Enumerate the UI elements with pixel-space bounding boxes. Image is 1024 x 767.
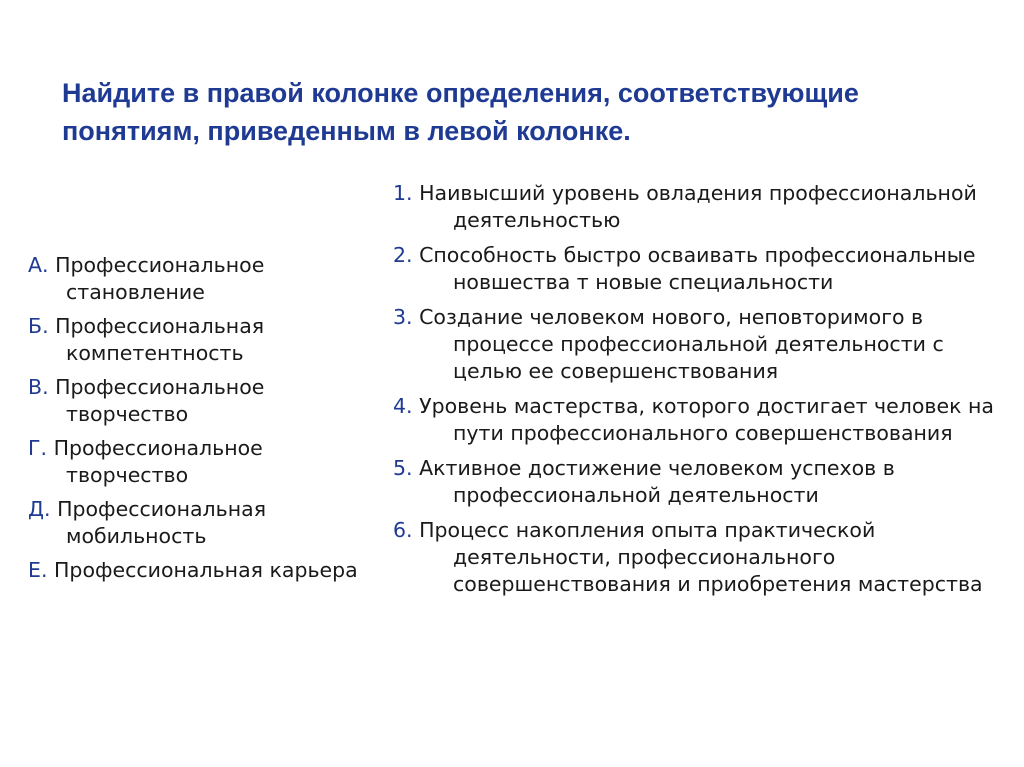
- concept-item-b: [28, 313, 358, 367]
- concept-text: Профессиональное творчество: [55, 375, 265, 426]
- concept-marker: Д.: [28, 497, 51, 521]
- concept-text: Профессиональное становление: [55, 253, 265, 304]
- definition-item-6: [393, 517, 1003, 598]
- concept-marker: Е.: [28, 558, 48, 582]
- definition-text: Процесс накопления опыта практической деятельности, профессионального совершенствования и приобретения мастерства: [419, 518, 983, 596]
- concept-text: Профессиональная компетентность: [55, 314, 265, 365]
- concept-text: Профессиональная мобильность: [57, 497, 267, 548]
- definition-marker: 1.: [393, 181, 413, 205]
- concept-marker: Г.: [28, 436, 48, 460]
- definition-item-1: [393, 180, 1003, 234]
- concept-marker: А.: [28, 253, 49, 277]
- definitions-list: [393, 180, 1003, 606]
- definition-text: Наивысший уровень овладения профессиональной деятельностью: [419, 181, 977, 232]
- definition-text: Активное достижение человеком успехов в профессиональной деятельности: [419, 456, 895, 507]
- concept-item-d: [28, 496, 358, 550]
- concepts-list: [28, 252, 358, 591]
- definition-marker: 2.: [393, 243, 413, 267]
- concept-text: Профессиональная карьера: [54, 558, 358, 582]
- definition-item-2: [393, 242, 1003, 296]
- definition-item-3: [393, 304, 1003, 385]
- definition-text: Уровень мастерства, которого достигает человек на пути профессионального совершенствования: [419, 394, 994, 445]
- concept-item-v: [28, 374, 358, 428]
- definition-item-4: [393, 393, 1003, 447]
- concept-text: Профессиональное творчество: [53, 436, 263, 487]
- definition-marker: 6.: [393, 518, 413, 542]
- definition-text: Способность быстро осваивать профессиональные новшества т новые специальности: [419, 243, 976, 294]
- concept-item-a: [28, 252, 358, 306]
- slide-title: Найдите в правой колонке определения, соответствующие понятиям, приведенным в левой колонке.: [62, 78, 859, 146]
- definition-marker: 4.: [393, 394, 413, 418]
- definition-text: Создание человеком нового, неповторимого в процессе профессиональной деятельности с целью ее совершенствования: [419, 305, 944, 383]
- definition-marker: 5.: [393, 456, 413, 480]
- definition-item-5: [393, 455, 1003, 509]
- concept-item-g: [28, 435, 358, 489]
- concept-item-e: [28, 557, 358, 584]
- concept-marker: В.: [28, 375, 49, 399]
- concept-marker: Б.: [28, 314, 49, 338]
- definition-marker: 3.: [393, 305, 413, 329]
